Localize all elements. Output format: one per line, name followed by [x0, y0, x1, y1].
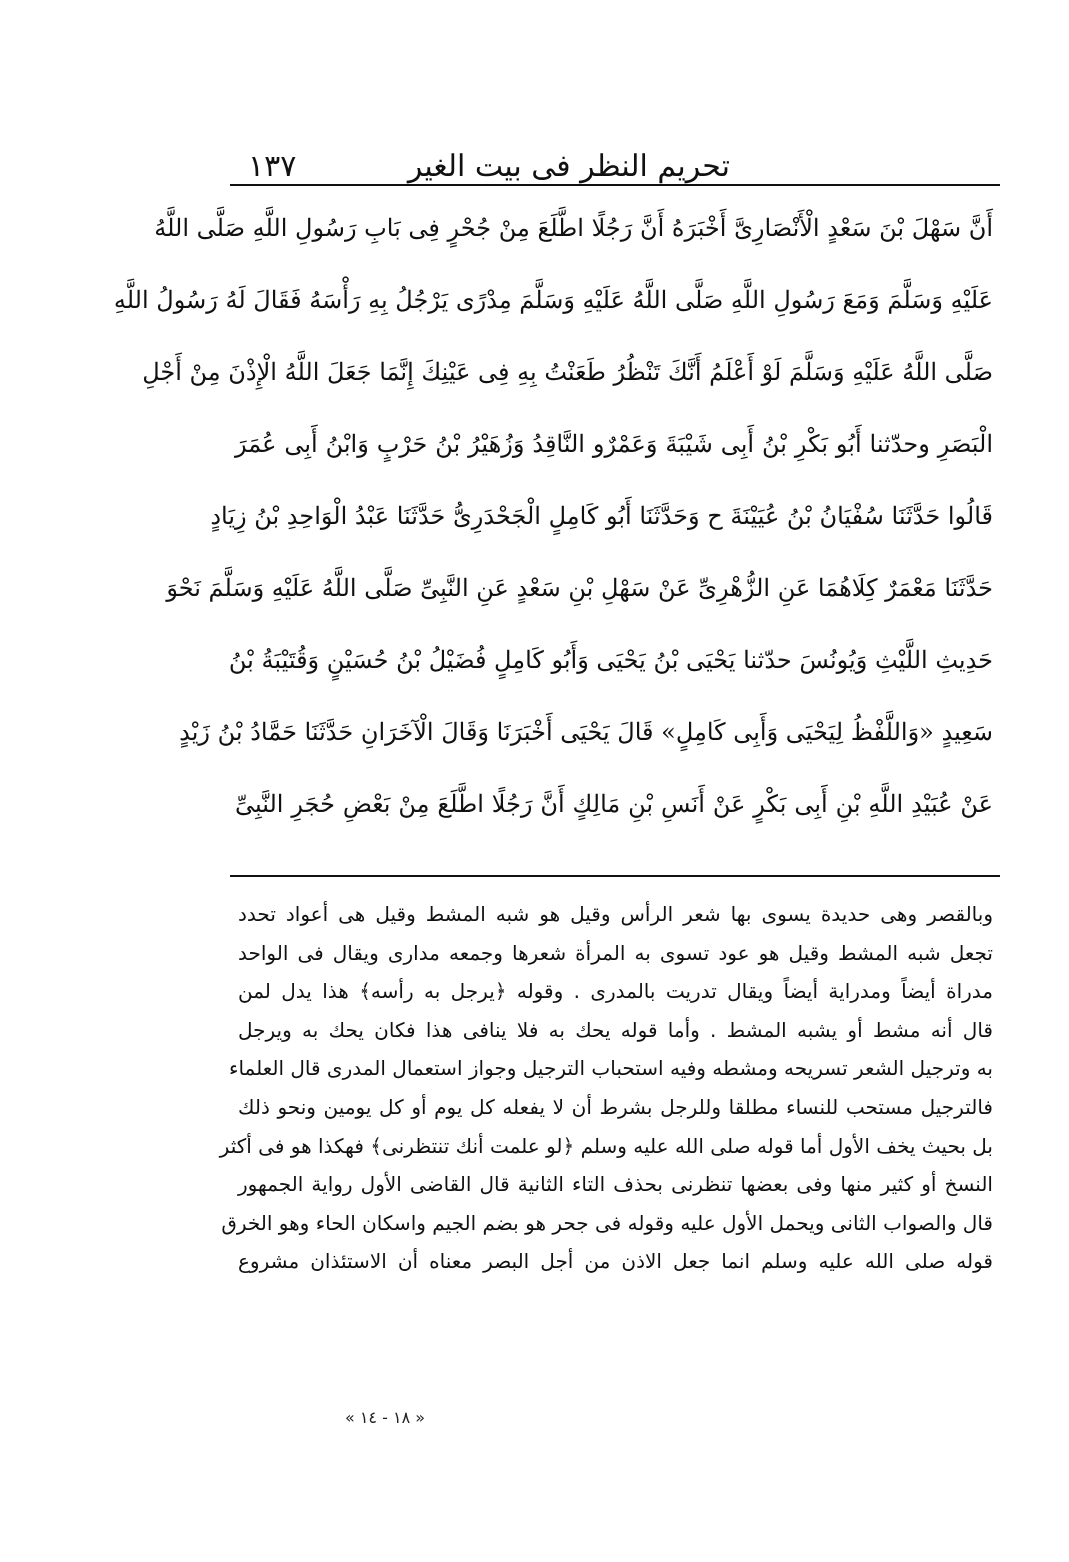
hadith-text — [113, 192, 993, 840]
commentary-line: به وترجيل الشعر تسريحه ومشطه وفيه استحباب الترجيل وجواز استعمال المدرى قال العلماء — [229, 1056, 993, 1081]
hadith-line: عَلَيْهِ وَسَلَّمَ وَمَعَ رَسُولِ اللَّهِ صَلَّى اللَّهُ عَلَيْهِ وَسَلَّمَ مِدْرًى يَرْجُلُ بِهِ رَأْسَهُ فَقَالَ لَهُ رَسُولُ اللَّهِ — [113, 286, 993, 314]
section-divider — [230, 875, 1000, 877]
commentary-line: النسخ أو كثير منها وفى بعضها تنظرنى بحذف التاء الثانية قال القاضى الأول رواية الجمهور — [238, 1172, 993, 1197]
hadith-line: أَنَّ سَهْلَ بْنَ سَعْدٍ الْأَنْصَارِىَّ أَخْبَرَهُ أَنَّ رَجُلًا اطَّلَعَ مِنْ جُحْرٍ فِى بَابِ رَسُولِ اللَّهِ صَلَّى اللَّهُ — [154, 214, 993, 242]
printer-signature-mark: « ١٨ - ١٤ » — [344, 1408, 426, 1427]
commentary-line: مدراة أيضاً ومدراية أيضاً ويقال تدريت بالمدرى . وقوله ﴿يرجل به رأسه﴾ هذا يدل لمن — [238, 979, 993, 1004]
hadith-line: قَالُوا حَدَّثَنَا سُفْيَانُ بْنُ عُيَيْنَةَ ح وَحَدَّثَنَا أَبُو كَامِلٍ الْجَحْدَرِىُّ حَدَّثَنَا عَبْدُ الْوَاحِدِ بْنُ زِيَادٍ — [210, 502, 993, 530]
hadith-line: عَنْ عُبَيْدِ اللَّهِ بْنِ أَبِى بَكْرٍ عَنْ أَنَسِ بْنِ مَالِكٍ أَنَّ رَجُلًا اطَّلَعَ مِنْ بَعْضِ حُجَرِ النَّبِىِّ — [235, 790, 993, 818]
commentary-text — [219, 895, 993, 1281]
commentary-line: قال أنه مشط أو يشبه المشط . وأما قوله يحك به فلا ينافى هذا فكان يحك به ويرجل — [238, 1017, 993, 1042]
page-header — [230, 130, 1000, 182]
hadith-line: حَدَّثَنَا مَعْمَرٌ كِلَاهُمَا عَنِ الزُّهْرِىِّ عَنْ سَهْلِ بْنِ سَعْدٍ عَنِ النَّبِىِّ صَلَّى اللَّهُ عَلَيْهِ وَسَلَّمَ نَحْوَ — [166, 574, 993, 602]
commentary-line: بل بحيث يخف الأول أما قوله صلى الله عليه وسلم ﴿لو علمت أنك تنتظرنى﴾ فهكذا هو فى أكثر — [219, 1133, 993, 1158]
commentary-line: فالترجيل مستحب للنساء مطلقا وللرجل بشرط أن لا يفعله كل يوم أو كل يومين ونحو ذلك — [238, 1094, 993, 1119]
running-title: تحريم النظر فى بيت الغير — [407, 149, 730, 184]
commentary-line: وبالقصر وهى حديدة يسوى بها شعر الرأس وقيل هو شبه المشط وقيل هى أعواد تحدد — [238, 902, 993, 926]
commentary-line: قال والصواب الثانى ويحمل الأول عليه وقوله فى جحر هو بضم الجيم واسكان الحاء وهو الخرق — [221, 1210, 993, 1235]
hadith-line: سَعِيدٍ «وَاللَّفْظُ لِيَحْيَى وَأَبِى كَامِلٍ» قَالَ يَحْيَى أَخْبَرَنَا وَقَالَ الْآخَرَانِ حَدَّثَنَا حَمَّادُ بْنُ زَيْدٍ — [179, 718, 993, 746]
commentary-line: تجعل شبه المشط وقيل هو عود تسوى به المرأة شعرها وجمعه مدارى ويقال فى الواحد — [238, 940, 993, 965]
page-number: ١٣٧ — [248, 149, 297, 184]
hadith-line: صَلَّى اللَّهُ عَلَيْهِ وَسَلَّمَ لَوْ أَعْلَمُ أَنَّكَ تَنْظُرُ طَعَنْتُ بِهِ فِى عَيْنِكَ إِنَّمَا جَعَلَ اللَّهُ الْإِذْنَ مِنْ أَجْلِ — [142, 358, 993, 386]
header-rule — [230, 184, 1000, 186]
commentary-line: قوله صلى الله عليه وسلم انما جعل الاذن من أجل البصر معناه أن الاستئذان مشروع — [238, 1249, 993, 1274]
hadith-line: حَدِيثِ اللَّيْثِ وَيُونُسَ حدّثنا يَحْيَى بْنُ يَحْيَى وَأَبُو كَامِلٍ فُضَيْلُ بْنُ حُسَيْنٍ وَقُتَيْبَةُ بْنُ — [228, 646, 993, 674]
hadith-line: الْبَصَرِ وحدّثنا أَبُو بَكْرِ بْنُ أَبِى شَيْبَةَ وَعَمْرٌو النَّاقِدُ وَزُهَيْرُ بْنُ حَرْبٍ وَابْنُ أَبِى عُمَرَ — [235, 430, 993, 458]
